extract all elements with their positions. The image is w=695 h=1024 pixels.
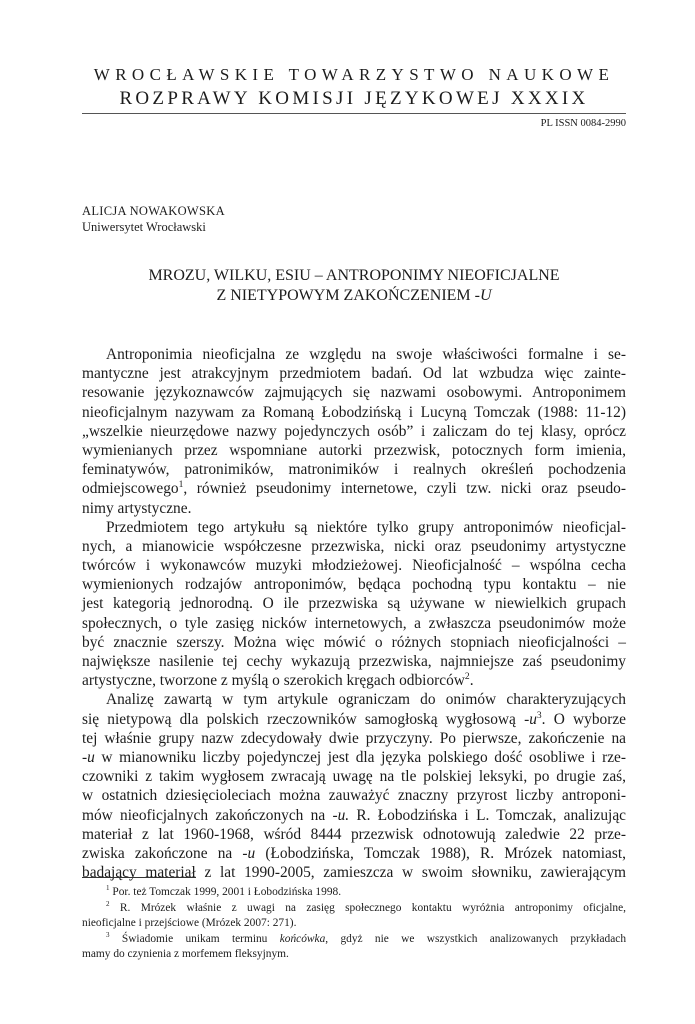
footnote-3: $^3$ Świadomie unikam terminu końcówka, gdyż nie we wszystkich analizowanych przykładach [106, 930, 627, 945]
text-line: Analizę zawartą w tym artykule ograniczam do onimów charakteryzujących [106, 691, 626, 709]
article-title [82, 266, 626, 306]
text-line: resowanie językoznawców zajmujących się nazwami osobowymi. Antroponimem [82, 384, 626, 402]
text-line: jest kategorią jednorodną. O ile przezwiska są używane w niewielkich grupach [82, 595, 626, 613]
society-name: WROCŁAWSKIE TOWARZYSTWO NAUKOWE [93, 65, 615, 84]
text-line: odmiejscowego$^1$, również pseudonimy internetowe, czyli tzw. nicki oraz pseudo- [82, 479, 626, 498]
footnote-ref-1: 1 [178, 479, 184, 491]
text-line: materiał z lat 1960-1968, wśród 8444 przezwisk odnotowują zaledwie 22 prze- [82, 825, 626, 843]
footnotes [82, 885, 626, 963]
text-line: „wszelkie nieurzędowe nazwy pojedynczych osób” i zaliczam do tej klasy, oprócz [82, 422, 626, 440]
author-affiliation: Uniwersytet Wrocławski [82, 220, 206, 234]
text-line: -u w mianowniku liczby pojedynczej jest dla języka polskiego dość osobliwe i rze- [82, 748, 626, 766]
text-line: społecznych, o tyle zasięg nicków internetowych, a zwłaszcza pseudonimów może [82, 614, 626, 632]
footnote-rule [82, 877, 196, 878]
text-line: nych, a mianowicie współczesne przezwiska, nicki oraz pseudonimy artystyczne [82, 537, 626, 555]
text-line: wymienianych przez wspomniane autorki przezwisk, potocznych form imienia, [82, 441, 626, 459]
article-body [82, 345, 626, 882]
footnote-ref-2: 2 [464, 671, 470, 683]
text-line: artystyczne, tworzone z myślą o szerokich kręgach odbiorców$^2$. [82, 671, 474, 690]
text-line: się nietypową dla polskich rzeczowników samogłoską wygłosową $-u^3$. O wyborze [82, 709, 626, 728]
title-line-1: MROZU, WILKU, ESIU – ANTROPONIMY NIEOFICJALNE [148, 267, 560, 284]
text-line: największe nasilenie tej cechy wykazują przezwiska, najmniejsze zaś pseudonimy [82, 653, 626, 670]
series-title: ROZPRAWY KOMISJI JĘZYKOWEJ XXXIX [119, 88, 589, 109]
paragraph-2 [82, 518, 626, 691]
title-suffix: -U [474, 287, 492, 304]
text-line: Przedmiotem tego artykułu są niektóre tylko grupy antroponimów nieoficjal- [106, 518, 626, 536]
paragraph-3 [82, 690, 626, 882]
author-block [82, 203, 225, 235]
text-line: twórców i wykonawców muzyki młodzieżowej. Nieoficjalność – wspólna cecha [82, 557, 626, 575]
text-line: czowniki z takim wygłosem zwracają uwagę na tle polskiej leksyki, po drugie zaś, [82, 768, 626, 786]
footnote-2: $^2$ R. Mrózek właśnie z uwagi na zasięg społecznego kontaktu wyróżnia antroponimy oficjalne, [106, 899, 626, 914]
text-line: nimy artystyczne. [82, 499, 192, 517]
text-line: Antroponimia nieoficjalna ze względu na swoje właściwości formalne i se- [106, 346, 626, 363]
text-line: w ostatnich dziesięcioleciach można zauważyć znaczny przyrost liczby antroponi- [82, 787, 626, 805]
text-line: badający materiał z lat 1990-2005, zamieszcza w swoim słowniku, zawierającym [82, 864, 626, 882]
title-line-2: Z NIETYPOWYM ZAKOŃCZENIEM -U [216, 287, 492, 304]
text-line: feminatywów, patronimików, matronimików i realnych określeń pochodzenia [82, 461, 626, 479]
text-line: zwiska zakończone na -u (Łobodzińska, Tomczak 1988), R. Mrózek natomiast, [82, 844, 626, 862]
footnote-1: $^1$ Por. też Tomczak 1999, 2001 i Łobodzińska 1998. [106, 884, 342, 898]
footnote-2-cont: nieoficjalne i przejściowe (Mrózek 2007: 271). [82, 917, 297, 930]
text-line: mów nieoficjalnych zakończonych na -u. R. Łobodzińska i L. Tomczak, analizując [82, 806, 626, 824]
text-line: nieoficjalnym nazywam za Romaną Łobodzińską i Lucyną Tomczak (1988: 11-12) [82, 403, 626, 421]
header-rule [82, 113, 626, 114]
footnote-3-cont: mamy do czynienia z morfemem fleksyjnym. [82, 948, 289, 961]
text-line: tej właśnie grupy nazw zdecydowały dwie przyczyny. Po pierwsze, zakończenie na [82, 729, 626, 747]
text-line: być znacznie szerszy. Można więc mówić o różnych stopniach nieoficjalności – [82, 633, 626, 651]
footnote-ref-3: 3 [536, 709, 542, 721]
text-line: wymienionych rodzajów antroponimów, będąca pochodną typu kontaktu – nie [82, 576, 626, 594]
issn: PL ISSN 0084-2990 [540, 118, 626, 129]
author-name: ALICJA NOWAKOWSKA [82, 204, 225, 218]
paragraph-1 [82, 345, 626, 518]
text-line: mantyczne jest atrakcyjnym przedmiotem badań. Od lat wzbudza więc zainte- [82, 365, 626, 383]
